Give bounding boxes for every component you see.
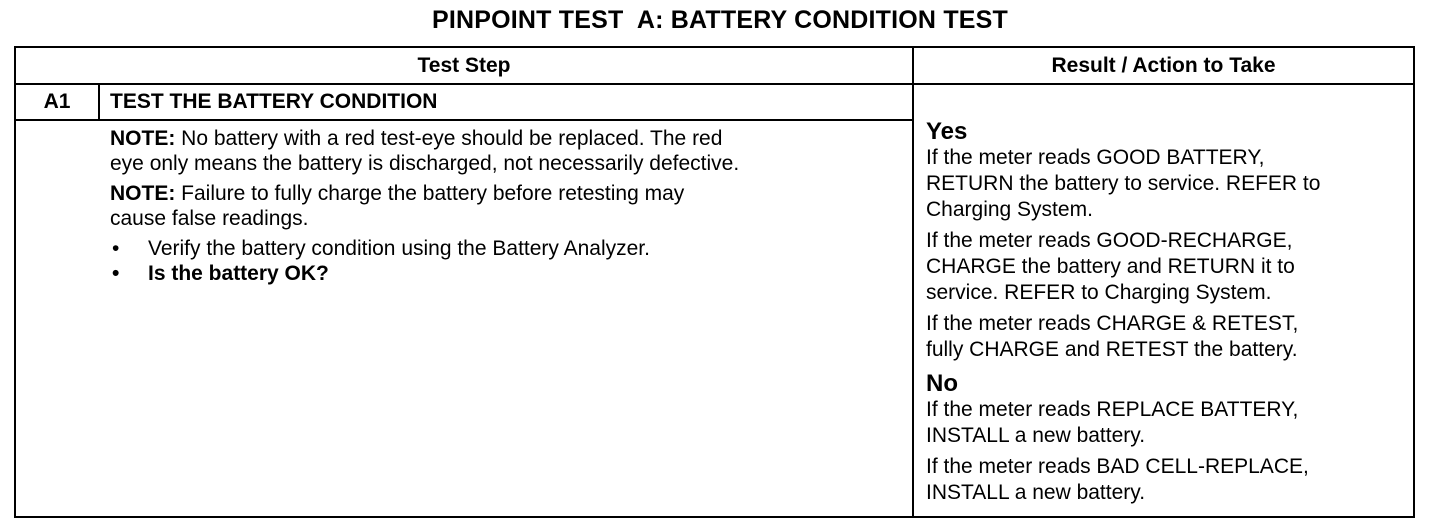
result-yes-label: Yes xyxy=(926,118,968,145)
note-2 xyxy=(110,181,912,231)
result-no-paragraph xyxy=(926,454,1409,506)
header-test-step: Test Step xyxy=(16,48,914,85)
result-no-label: No xyxy=(926,370,958,397)
result-line: RETURN the battery to service. REFER to xyxy=(926,172,1321,195)
page-title: PINPOINT TEST A: BATTERY CONDITION TEST xyxy=(431,6,1009,34)
header-result-action: Result / Action to Take xyxy=(914,48,1413,85)
note-text: No battery with a red test-eye should be replaced. The red xyxy=(175,127,723,150)
result-line: INSTALL a new battery. xyxy=(926,424,1146,447)
bullet-icon: • xyxy=(112,237,120,260)
note-label: NOTE: xyxy=(110,127,176,150)
result-yes-paragraph xyxy=(926,228,1409,306)
result-line: If the meter reads BAD CELL-REPLACE, xyxy=(926,455,1309,478)
note-label: NOTE: xyxy=(110,182,176,205)
result-line: If the meter reads REPLACE BATTERY, xyxy=(926,398,1299,421)
step-body xyxy=(100,121,914,516)
result-action-cell xyxy=(914,85,1413,516)
result-line: service. REFER to Charging System. xyxy=(926,281,1272,304)
bullet-text: Verify the battery condition using the Battery Analyzer. xyxy=(148,237,650,260)
bullet-icon: • xyxy=(112,262,120,285)
step-id: A1 xyxy=(16,85,100,121)
result-line: INSTALL a new battery. xyxy=(926,481,1146,504)
result-line: Charging System. xyxy=(926,198,1093,221)
bullet-text: Is the battery OK? xyxy=(148,262,329,285)
step-title: TEST THE BATTERY CONDITION xyxy=(100,85,914,121)
result-line: If the meter reads GOOD-RECHARGE, xyxy=(926,229,1293,252)
result-no-paragraph xyxy=(926,397,1409,449)
bullet-item xyxy=(110,236,912,261)
note-text: Failure to fully charge the battery before retesting may xyxy=(175,182,685,205)
result-line: If the meter reads CHARGE & RETEST, xyxy=(926,312,1299,335)
result-line: If the meter reads GOOD BATTERY, xyxy=(926,146,1265,169)
result-line: fully CHARGE and RETEST the battery. xyxy=(926,338,1298,361)
note-text: cause false readings. xyxy=(110,207,309,230)
note-text: eye only means the battery is discharged, not necessarily defective. xyxy=(110,152,740,175)
result-yes-paragraph xyxy=(926,311,1409,363)
result-yes-paragraph xyxy=(926,145,1409,223)
note-1 xyxy=(110,126,912,176)
result-line: CHARGE the battery and RETURN it to xyxy=(926,255,1295,278)
bullet-item-question xyxy=(110,261,912,286)
pinpoint-test-table xyxy=(14,46,1415,518)
step-bullet-list xyxy=(110,236,912,286)
